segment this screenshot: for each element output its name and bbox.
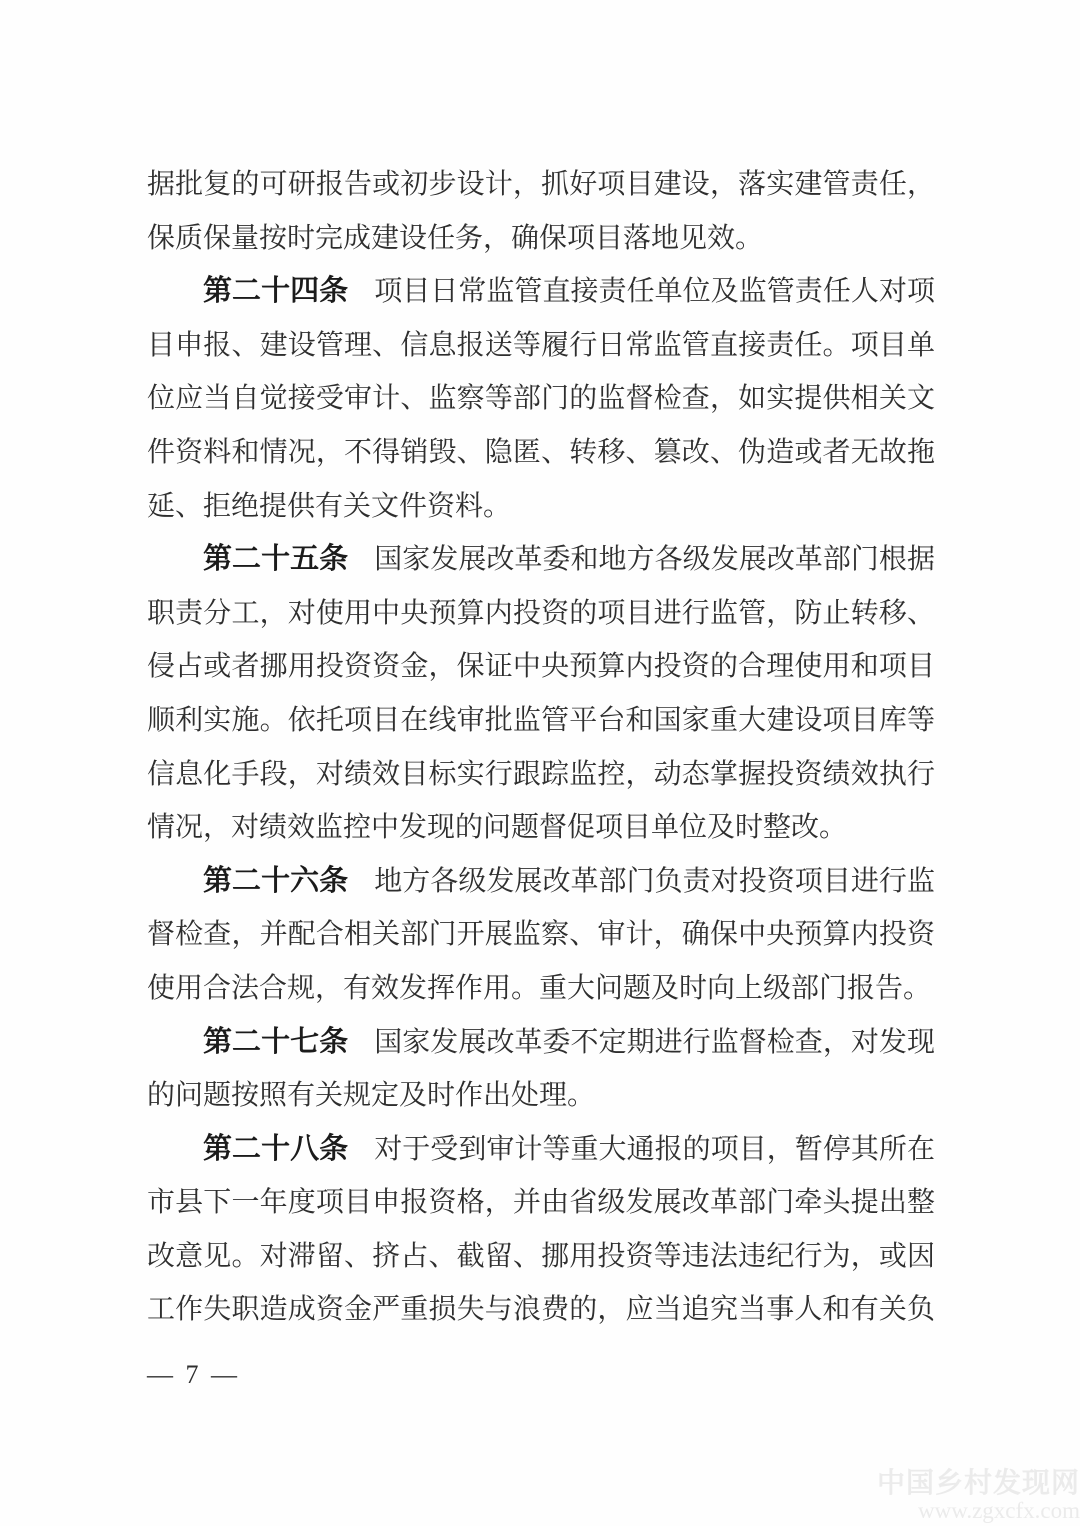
article-text: 国家发展改革委不定期进行监督检查，对发现 xyxy=(374,1026,935,1058)
article-text: 项目日常监管直接责任单位及监管责任人对项 xyxy=(374,276,935,308)
article-number: 第二十八条 xyxy=(203,1132,349,1165)
text-line: 据批复的可研报告或初步设计，抓好项目建设，落实建管责任， xyxy=(147,169,935,200)
article-text: 对于受到审计等重大通报的项目，暂停其所在 xyxy=(374,1133,935,1165)
text-line: 改意见。对滞留、挤占、截留、挪用投资等违法违纪行为，或因 xyxy=(147,1240,935,1272)
text-line: 督检查，并配合相关部门开展监察、审计，确保中央预算内投资 xyxy=(147,919,935,951)
text-line: 的问题按照有关规定及时作出处理。 xyxy=(147,1080,596,1112)
text-line: 使用合法合规，有效发挥作用。重大问题及时向上级部门报告。 xyxy=(147,972,932,1004)
text-line: 保质保量按时完成建设任务，确保项目落地见效。 xyxy=(147,222,764,254)
text-line: 位应当自觉接受审计、监察等部门的监督检查，如实提供相关文 xyxy=(147,383,935,415)
text-line: 工作失职造成资金严重损失与浪费的，应当追究当事人和有关负 xyxy=(147,1294,935,1326)
text-line: 信息化手段，对绩效目标实行跟踪监控，动态掌握投资绩效执行 xyxy=(147,758,935,790)
text-line: 职责分工，对使用中央预算内投资的项目进行监管，防止转移、 xyxy=(147,597,935,629)
text-line: 侵占或者挪用投资资金，保证中央预算内投资的合理使用和项目 xyxy=(147,651,935,683)
watermark-site-name: 中国乡村发现网 xyxy=(876,1467,1080,1499)
article-text: 国家发展改革委和地方各级发展改革部门根据 xyxy=(374,544,935,576)
text-line: 情况，对绩效监控中发现的问题督促项目单位及时整改。 xyxy=(147,812,848,844)
watermark xyxy=(877,1469,1080,1524)
text-line: 顺利实施。依托项目在线审批监管平台和国家重大建设项目库等 xyxy=(147,704,935,736)
article-26-line xyxy=(147,855,935,909)
text-line: 延、拒绝提供有关文件资料。 xyxy=(147,490,512,522)
article-text: 地方各级发展改革部门负责对投资项目进行监 xyxy=(374,865,935,897)
text-line: 市县下一年度项目申报资格，并由省级发展改革部门牵头提出整 xyxy=(147,1187,935,1219)
article-number: 第二十六条 xyxy=(203,864,349,897)
watermark-site-url: www.zgxcfx.com xyxy=(917,1498,1080,1524)
document-body xyxy=(147,158,935,1337)
article-28-line xyxy=(147,1123,935,1177)
article-27-line xyxy=(147,1016,935,1070)
article-number: 第二十七条 xyxy=(203,1025,349,1058)
article-25-line xyxy=(147,533,935,587)
article-24-line xyxy=(147,265,935,319)
page-number: — 7 — xyxy=(147,1360,240,1389)
article-number: 第二十四条 xyxy=(203,275,349,308)
text-line: 目申报、建设管理、信息报送等履行日常监管直接责任。项目单 xyxy=(147,329,935,361)
text-line: 件资料和情况，不得销毁、隐匿、转移、篡改、伪造或者无故拖 xyxy=(147,436,935,468)
article-number: 第二十五条 xyxy=(203,543,349,576)
